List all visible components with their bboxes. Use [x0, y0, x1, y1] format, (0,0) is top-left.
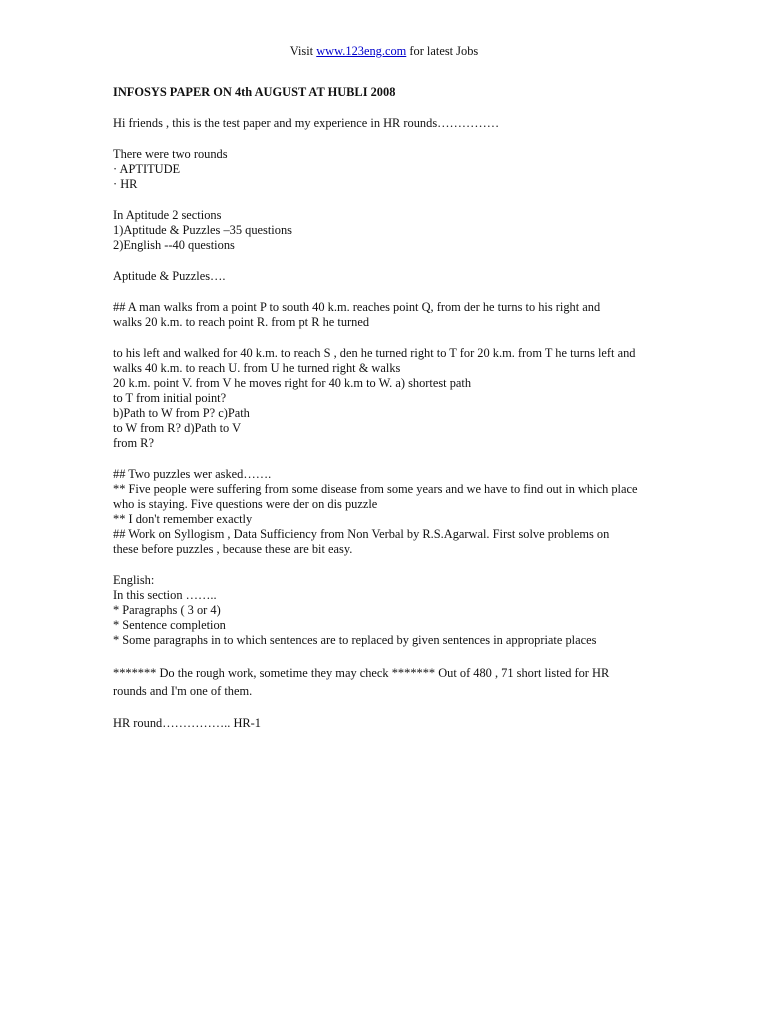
aptitude-sections-block — [113, 208, 708, 253]
question1-cont-line: to W from R? d)Path to V — [113, 421, 242, 435]
intro-paragraph: Hi friends , this is the test paper and my experience in HR rounds…………… — [113, 116, 500, 130]
document-title: INFOSYS PAPER ON 4th AUGUST AT HUBLI 2008 — [113, 85, 396, 99]
note-line: rounds and I'm one of them. — [113, 684, 253, 698]
aptitude-heading: Aptitude & Puzzles…. — [113, 269, 226, 283]
header-prefix: Visit — [289, 44, 314, 58]
puzzles-line: ## Work on Syllogism , Data Sufficiency from Non Verbal by R.S.Agarwal. First solve problems on — [113, 527, 610, 541]
english-line: * Paragraphs ( 3 or 4) — [113, 603, 221, 617]
question1-cont-line: 20 k.m. point V. from V he moves right for 40 k.m to W. a) shortest path — [113, 376, 472, 390]
rounds-block — [113, 147, 708, 192]
puzzles-line: ** I don't remember exactly — [113, 512, 253, 526]
rounds-item: · APTITUDE — [113, 162, 181, 176]
english-block — [113, 573, 708, 648]
question1-block — [113, 300, 708, 330]
question1-continuation-block — [113, 346, 708, 451]
rounds-item: · HR — [113, 177, 138, 191]
question1-cont-line: from R? — [113, 436, 154, 450]
question1-cont-line: to his left and walked for 40 k.m. to reach S , den he turned right to T for 20 k.m. from T he turns left and — [113, 346, 636, 360]
website-link[interactable]: www.123eng.com — [316, 44, 407, 58]
puzzles-line: who is staying. Five questions were der on dis puzzle — [113, 497, 378, 511]
note-block — [113, 664, 708, 700]
english-line: In this section …….. — [113, 588, 217, 602]
aptitude-section-item: 1)Aptitude & Puzzles –35 questions — [113, 223, 292, 237]
english-line: * Sentence completion — [113, 618, 226, 632]
header-line — [0, 44, 768, 59]
question1-cont-line: b)Path to W from P? c)Path — [113, 406, 250, 420]
question1-cont-line: walks 40 k.m. to reach U. from U he turned right & walks — [113, 361, 401, 375]
question1-line: walks 20 k.m. to reach point R. from pt R he turned — [113, 315, 370, 329]
header-suffix: for latest Jobs — [409, 44, 479, 58]
puzzles-line: ## Two puzzles wer asked……. — [113, 467, 272, 481]
note-line: ******* Do the rough work, sometime they may check ******* Out of 480 , 71 short listed for HR — [113, 666, 610, 680]
aptitude-sections-heading: In Aptitude 2 sections — [113, 208, 222, 222]
english-line: English: — [113, 573, 155, 587]
puzzles-line: ** Five people were suffering from some disease from some years and we have to find out in which place — [113, 482, 638, 496]
puzzles-line: these before puzzles , because these are bit easy. — [113, 542, 353, 556]
question1-cont-line: to T from initial point? — [113, 391, 227, 405]
question1-line: ## A man walks from a point P to south 40 k.m. reaches point Q, from der he turns to his right and — [113, 300, 601, 314]
hr-round-line: HR round…………….. HR-1 — [113, 716, 261, 730]
english-line: * Some paragraphs in to which sentences are to replaced by given sentences in appropriate places — [113, 633, 597, 647]
puzzles-block — [113, 467, 708, 557]
aptitude-section-item: 2)English --40 questions — [113, 238, 235, 252]
rounds-heading: There were two rounds — [113, 147, 228, 161]
